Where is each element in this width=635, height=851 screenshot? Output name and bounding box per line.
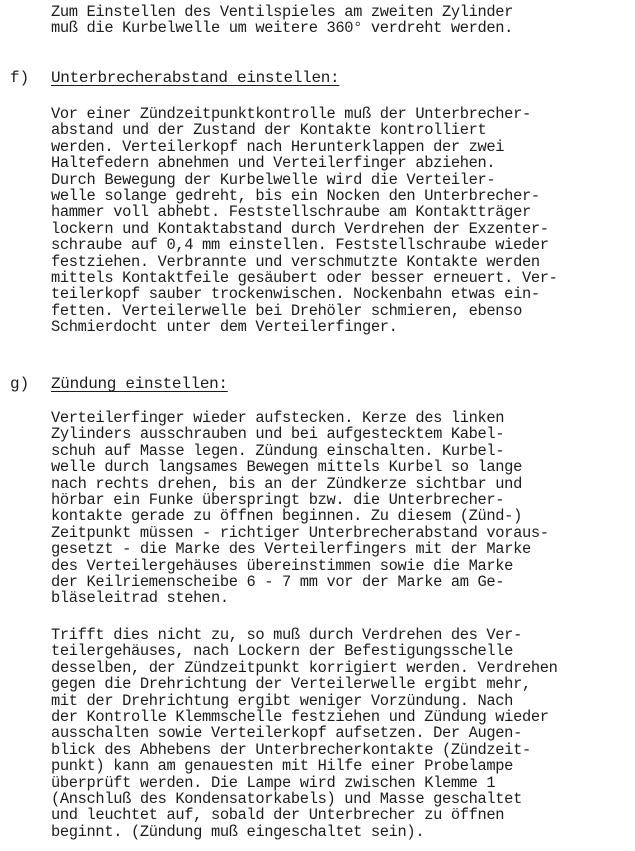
text-line: abstand und der Zustand der Kontakte kontrolliert bbox=[51, 121, 487, 140]
text-line: schuh auf Masse legen. Zündung einschalten. Kurbel- bbox=[51, 441, 505, 460]
text-line: muß die Kurbelwelle um weitere 360° verdreht werden. bbox=[51, 19, 514, 38]
text-line: beginnt. (Zündung muß eingeschaltet sein). bbox=[51, 822, 425, 841]
text-line: kontakte gerade zu öffnen beginnen. Zu diesem (Zünd-) bbox=[51, 507, 522, 526]
text-line: Vor einer Zündzeitpunktkontrolle muß der Unterbrecher- bbox=[51, 105, 531, 123]
text-line: Haltefedern abnehmen und Verteilerfinger abziehen. bbox=[51, 154, 496, 173]
text-line: Zeitpunkt müssen - richtiger Unterbrecherabstand voraus- bbox=[51, 523, 549, 542]
text-line: werden. Verteilerkopf nach Herunterklappen der zwei bbox=[51, 137, 505, 156]
section-f-letter: f) bbox=[10, 69, 30, 87]
text-line: schraube auf 0,4 mm einstellen. Feststellschraube wieder bbox=[51, 236, 549, 255]
text-line: hammer voll abhebt. Feststellschraube am Kontaktträger bbox=[51, 203, 531, 222]
text-line: Verteilerfinger wieder aufstecken. Kerze des linken bbox=[51, 409, 505, 427]
text-line: gesetzt - die Marke des Verteilerfingers mit der Marke bbox=[51, 540, 531, 559]
text-line: blick des Abhebens der Unterbrecherkontakte (Zündzeit- bbox=[51, 740, 531, 759]
text-line: der Keilriemenscheibe 6 - 7 mm vor der Marke am Ge- bbox=[51, 572, 505, 591]
text-line: bläseleitrad stehen. bbox=[51, 589, 229, 608]
text-line: gegen die Drehrichtung der Verteilerwelle ergibt mehr, bbox=[51, 675, 531, 694]
section-f-title: Unterbrecherabstand einstellen: bbox=[51, 69, 340, 87]
text-line: mit der Drehrichtung ergibt weniger Vorzündung. Nach bbox=[51, 691, 514, 710]
text-line: Zylinders ausschrauben und bei aufgestecktem Kabel- bbox=[51, 425, 505, 444]
intro-paragraph bbox=[51, 4, 631, 37]
text-line: teilerkopf sauber trockenwischen. Nockenbahn etwas ein- bbox=[51, 285, 540, 304]
text-line: Schmierdocht unter dem Verteilerfinger. bbox=[51, 318, 398, 337]
text-line: hörbar ein Funke überspringt bzw. die Unterbrecher- bbox=[51, 490, 505, 509]
text-line: nach rechts drehen, bis an der Zündkerze sichtbar und bbox=[51, 474, 522, 493]
section-g-title: Zündung einstellen: bbox=[51, 375, 228, 393]
text-line: und leuchtet auf, sobald der Unterbrecher zu öffnen bbox=[51, 806, 505, 825]
text-line: teilergehäuses, nach Lockern der Befestigungsschelle bbox=[51, 642, 514, 661]
text-line: festziehen. Verbrannte und verschmutzte Kontakte werden bbox=[51, 252, 540, 271]
text-line: mittels Kontaktfeile gesäubert oder besser erneuert. Ver- bbox=[51, 268, 558, 287]
text-line: fetten. Verteilerwelle bei Drehöler schmieren, ebenso bbox=[51, 301, 522, 320]
section-f-paragraph bbox=[51, 106, 631, 335]
text-line: Trifft dies nicht zu, so muß durch Verdrehen des Ver- bbox=[51, 626, 522, 644]
text-line: ausschalten sowie Verteilerkopf aufsetzen. Der Augen- bbox=[51, 724, 522, 743]
section-g-letter: g) bbox=[10, 375, 30, 393]
text-line: welle durch langsames Bewegen mittels Kurbel so lange bbox=[51, 458, 522, 477]
text-line: (Anschluß des Kondensatorkabels) und Masse geschaltet bbox=[51, 789, 522, 808]
text-line: lockern und Kontaktabstand durch Verdrehen der Exzenter- bbox=[51, 219, 549, 238]
text-line: des Verteilergehäuses übereinstimmen sowie die Marke bbox=[51, 556, 514, 575]
text-line: desselben, der Zündzeitpunkt korrigiert werden. Verdrehen bbox=[51, 658, 558, 677]
text-line: welle solange gedreht, bis ein Nocken den Unterbrecher- bbox=[51, 186, 540, 205]
text-line: überprüft werden. Die Lampe wird zwischen Klemme 1 bbox=[51, 773, 496, 792]
section-g-paragraph-1 bbox=[51, 410, 631, 607]
text-line: Zum Einstellen des Ventilspieles am zweiten Zylinder bbox=[51, 3, 514, 21]
text-line: punkt) kann am genauesten mit Hilfe einer Probelampe bbox=[51, 757, 514, 776]
text-line: der Kontrolle Klemmschelle festziehen und Zündung wieder bbox=[51, 707, 549, 726]
text-line: Durch Bewegung der Kurbelwelle wird die Verteiler- bbox=[51, 170, 496, 189]
section-g-paragraph-2 bbox=[51, 627, 631, 840]
